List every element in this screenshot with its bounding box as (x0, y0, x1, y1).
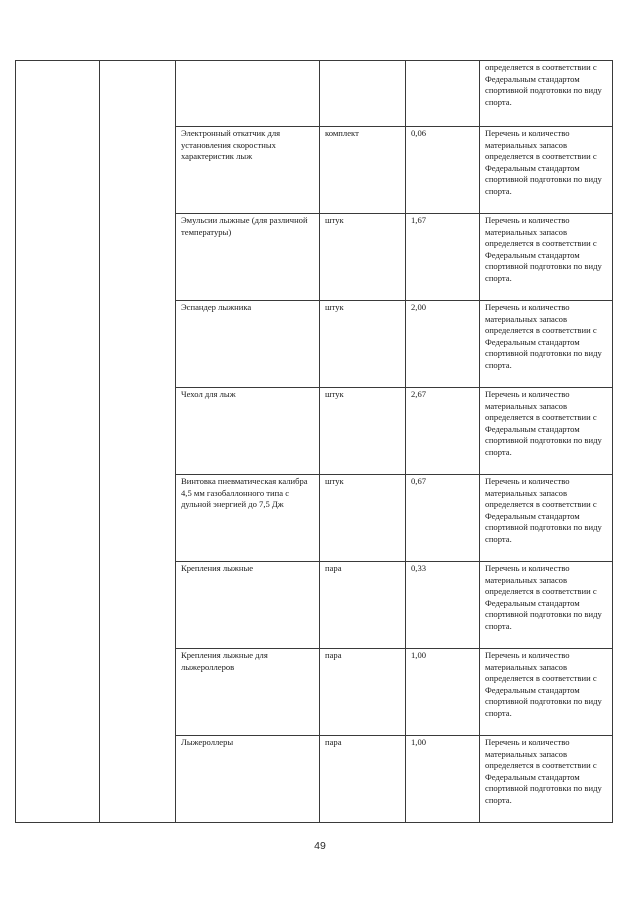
unit-cell: комплект (320, 127, 406, 214)
unit-cell: штук (320, 388, 406, 475)
quantity-cell: 0,67 (406, 475, 480, 562)
note-cell: Перечень и количество материальных запасов определяется в соответствии с Федеральным стандартом спортивной подготовки по виду спорта. (480, 649, 613, 736)
merged-category-cell (16, 61, 100, 823)
note-cell: Перечень и количество материальных запасов определяется в соответствии с Федеральным стандартом спортивной подготовки по виду спорта. (480, 562, 613, 649)
quantity-cell: 1,67 (406, 214, 480, 301)
item-name-cell (176, 61, 320, 127)
quantity-cell: 1,00 (406, 736, 480, 823)
merged-subcategory-cell (100, 61, 176, 823)
quantity-cell (406, 61, 480, 127)
note-cell: Перечень и количество материальных запасов определяется в соответствии с Федеральным стандартом спортивной подготовки по виду спорта. (480, 214, 613, 301)
quantity-cell: 0,33 (406, 562, 480, 649)
unit-cell: пара (320, 562, 406, 649)
quantity-cell: 1,00 (406, 649, 480, 736)
item-name-cell: Электронный откатчик для установления скоростных характеристик лыж (176, 127, 320, 214)
table-row (16, 61, 613, 127)
item-name-cell: Крепления лыжные для лыжероллеров (176, 649, 320, 736)
note-cell: Перечень и количество материальных запасов определяется в соответствии с Федеральным стандартом спортивной подготовки по виду спорта. (480, 301, 613, 388)
item-name-cell: Эспандер лыжника (176, 301, 320, 388)
item-name-cell: Крепления лыжные (176, 562, 320, 649)
item-name-cell: Чехол для лыж (176, 388, 320, 475)
unit-cell: штук (320, 301, 406, 388)
equipment-table (15, 60, 613, 823)
quantity-cell: 2,67 (406, 388, 480, 475)
unit-cell: штук (320, 214, 406, 301)
item-name-cell: Эмульсии лыжные (для различной температуры) (176, 214, 320, 301)
page-number: 49 (314, 840, 326, 852)
quantity-cell: 2,00 (406, 301, 480, 388)
unit-cell: пара (320, 736, 406, 823)
unit-cell (320, 61, 406, 127)
note-cell: Перечень и количество материальных запасов определяется в соответствии с Федеральным стандартом спортивной подготовки по виду спорта. (480, 736, 613, 823)
note-cell: Перечень и количество материальных запасов определяется в соответствии с Федеральным стандартом спортивной подготовки по виду спорта. (480, 127, 613, 214)
note-cell: Перечень и количество материальных запасов определяется в соответствии с Федеральным стандартом спортивной подготовки по виду спорта. (480, 388, 613, 475)
note-cell: определяется в соответствии с Федеральным стандартом спортивной подготовки по виду спорта. (480, 61, 613, 127)
unit-cell: пара (320, 649, 406, 736)
quantity-cell: 0,06 (406, 127, 480, 214)
note-cell: Перечень и количество материальных запасов определяется в соответствии с Федеральным стандартом спортивной подготовки по виду спорта. (480, 475, 613, 562)
item-name-cell: Лыжероллеры (176, 736, 320, 823)
unit-cell: штук (320, 475, 406, 562)
item-name-cell: Винтовка пневматическая калибра 4,5 мм газобаллонного типа с дульной энергией до 7,5 Дж (176, 475, 320, 562)
